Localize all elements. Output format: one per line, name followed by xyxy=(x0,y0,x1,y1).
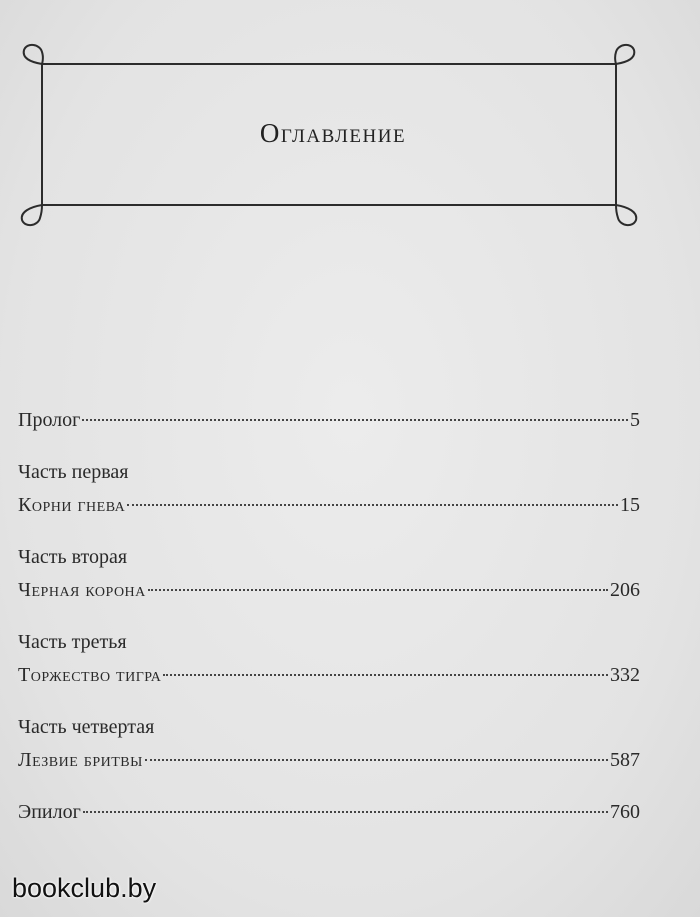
toc-entry-label: Эпилог xyxy=(18,801,81,823)
toc-entry-label: Пролог xyxy=(18,409,81,431)
toc-entry-page: 760 xyxy=(610,801,640,823)
part-title: Торжество тигра xyxy=(18,664,162,686)
toc-entry-page: 15 xyxy=(620,494,640,516)
toc-entry-epilogue[interactable] xyxy=(18,800,640,824)
part-label: Часть вторая xyxy=(18,546,128,568)
part-label: Часть четвертая xyxy=(18,716,155,738)
toc-entry-part-3[interactable] xyxy=(18,630,640,687)
dot-leader xyxy=(145,759,608,761)
toc-entry-page: 332 xyxy=(610,664,640,686)
dot-leader xyxy=(83,811,608,813)
toc-entry-part-1[interactable] xyxy=(18,460,640,517)
part-label: Часть третья xyxy=(18,631,127,653)
toc-entry-prologue[interactable] xyxy=(18,408,640,432)
page-title: Оглавление xyxy=(259,118,407,148)
dot-leader xyxy=(82,419,628,421)
toc-entry-page: 206 xyxy=(610,579,640,601)
part-title: Черная корона xyxy=(18,579,146,601)
toc-entry-page: 5 xyxy=(630,409,640,431)
dot-leader xyxy=(163,674,608,676)
part-title: Лезвие бритвы xyxy=(18,749,143,771)
watermark: bookclub.by xyxy=(12,873,157,903)
part-label: Часть первая xyxy=(18,461,129,483)
part-title: Корни гнева xyxy=(18,494,126,516)
toc-entry-part-2[interactable] xyxy=(18,545,640,602)
toc-entry-part-4[interactable] xyxy=(18,715,640,772)
toc-entry-page: 587 xyxy=(610,749,640,771)
table-of-contents xyxy=(18,408,640,852)
dot-leader xyxy=(127,504,618,506)
dot-leader xyxy=(148,589,608,591)
